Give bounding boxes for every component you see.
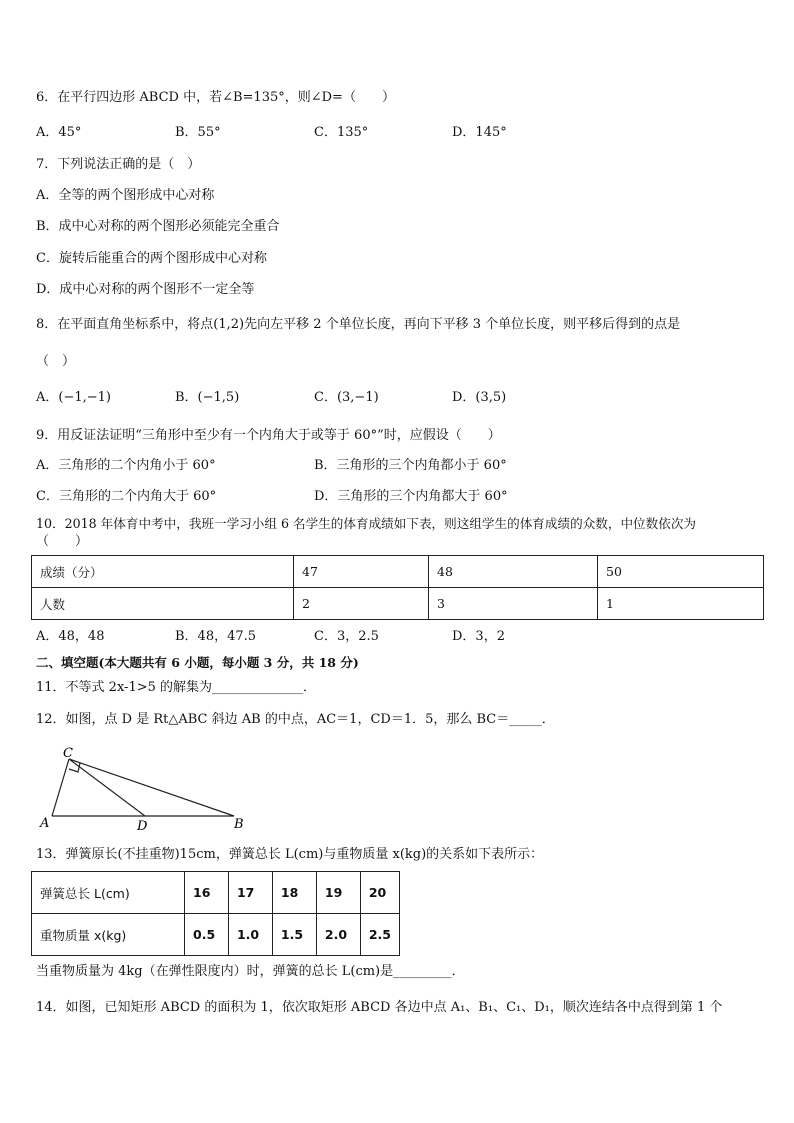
table-cell: 1.0 [228, 914, 272, 956]
table-row [32, 872, 400, 914]
q7-option-a: A．全等的两个图形成中心对称 [36, 188, 215, 203]
table-row [32, 914, 400, 956]
q10-stem-blank: （ ） [36, 534, 89, 549]
label-b: B [234, 817, 244, 832]
q10-option-a: A．48，48 [36, 629, 105, 644]
q9-option-a: A．三角形的二个内角小于 60° [36, 458, 216, 473]
q11-stem: 11．不等式 2x-1>5 的解集为______________． [36, 680, 317, 695]
q7-option-b: B．成中心对称的两个图形必须能完全重合 [36, 219, 280, 234]
q8-option-b: B．(−1,5) [175, 390, 240, 405]
table-cell: 19 [316, 872, 360, 914]
q10-score-table [31, 555, 764, 620]
table-cell: 重物质量 x(kg) [32, 914, 185, 956]
table-row [32, 556, 764, 588]
table-cell: 17 [228, 872, 272, 914]
table-cell: 弹簧总长 L(cm) [32, 872, 185, 914]
table-cell: 18 [272, 872, 316, 914]
q7-stem: 7．下列说法正确的是（ ） [36, 157, 201, 172]
q9-option-c: C．三角形的二个内角大于 60° [36, 489, 217, 504]
table-cell: 成绩（分） [32, 556, 294, 588]
q8-option-c: C．(3,−1) [314, 390, 379, 405]
label-d: D [137, 819, 148, 834]
q13-stem: 13．弹簧原长(不挂重物)15cm，弹簧总长 L(cm)与重物质量 x(kg)的关系如下表所示： [36, 847, 544, 862]
q9-stem: 9．用反证法证明“三角形中至少有一个内角大于或等于 60°”时，应假设（ ） [36, 428, 501, 443]
side-cb [69, 759, 234, 816]
q6-option-b: B．55° [175, 125, 221, 140]
table-cell: 16 [185, 872, 229, 914]
q9-option-d: D．三角形的三个内角都大于 60° [314, 489, 508, 504]
q10-option-c: C．3，2.5 [314, 629, 379, 644]
table-cell: 50 [598, 556, 764, 588]
q8-option-a: A．(−1,−1) [36, 390, 111, 405]
q8-stem: 8．在平面直角坐标系中，将点(1,2)先向左平移 2 个单位长度，再向下平移 3 个单位长度，则平移后得到的点是 [36, 317, 681, 332]
q12-triangle-figure [36, 744, 256, 834]
q10-option-d: D．3，2 [452, 629, 505, 644]
q6-option-a: A．45° [36, 125, 82, 140]
table-cell: 0.5 [185, 914, 229, 956]
q10-stem: 10．2018 年体育中考中，我班一学习小组 6 名学生的体育成绩如下表，则这组学生的体育成绩的众数，中位数依次为 [36, 516, 697, 531]
table-cell: 3 [429, 588, 598, 620]
table-cell: 48 [429, 556, 598, 588]
right-angle-mark [69, 763, 80, 772]
q8-stem-blank: （ ） [36, 354, 76, 369]
table-cell: 20 [360, 872, 399, 914]
q7-option-d: D．成中心对称的两个图形不一定全等 [36, 282, 255, 297]
table-cell: 2 [294, 588, 429, 620]
q6-stem: 6．在平行四边形 ABCD 中，若∠B=135°，则∠D=（ ） [36, 90, 395, 105]
table-cell: 2.5 [360, 914, 399, 956]
table-row [32, 588, 764, 620]
table-cell: 人数 [32, 588, 294, 620]
q13-tail: 当重物质量为 4kg（在弹性限度内）时，弹簧的总长 L(cm)是_________． [36, 964, 465, 979]
table-cell: 1.5 [272, 914, 316, 956]
q9-option-b: B．三角形的三个内角都小于 60° [314, 458, 507, 473]
section-heading: 二、填空题(本大题共有 6 小题，每小题 3 分，共 18 分) [36, 655, 359, 670]
table-cell: 47 [294, 556, 429, 588]
q6-option-c: C．135° [314, 125, 369, 140]
side-ac [52, 759, 69, 816]
table-cell: 1 [598, 588, 764, 620]
q8-option-d: D．(3,5) [452, 390, 507, 405]
q6-option-d: D．145° [452, 125, 507, 140]
table-cell: 2.0 [316, 914, 360, 956]
q14-stem: 14．如图，已知矩形 ABCD 的面积为 1，依次取矩形 ABCD 各边中点 A₁、B₁、C₁、D₁，顺次连结各中点得到第 1 个 [36, 1000, 723, 1015]
label-a: A [40, 816, 50, 831]
q12-stem: 12．如图，点 D 是 Rt△ABC 斜边 AB 的中点，AC＝1，CD＝1．5，那么 BC＝_____． [36, 712, 555, 727]
q10-option-b: B．48，47.5 [175, 629, 257, 644]
median-cd [69, 759, 145, 816]
q7-option-c: C．旋转后能重合的两个图形成中心对称 [36, 251, 267, 266]
label-c: C [63, 746, 73, 761]
q13-spring-table [31, 871, 400, 956]
